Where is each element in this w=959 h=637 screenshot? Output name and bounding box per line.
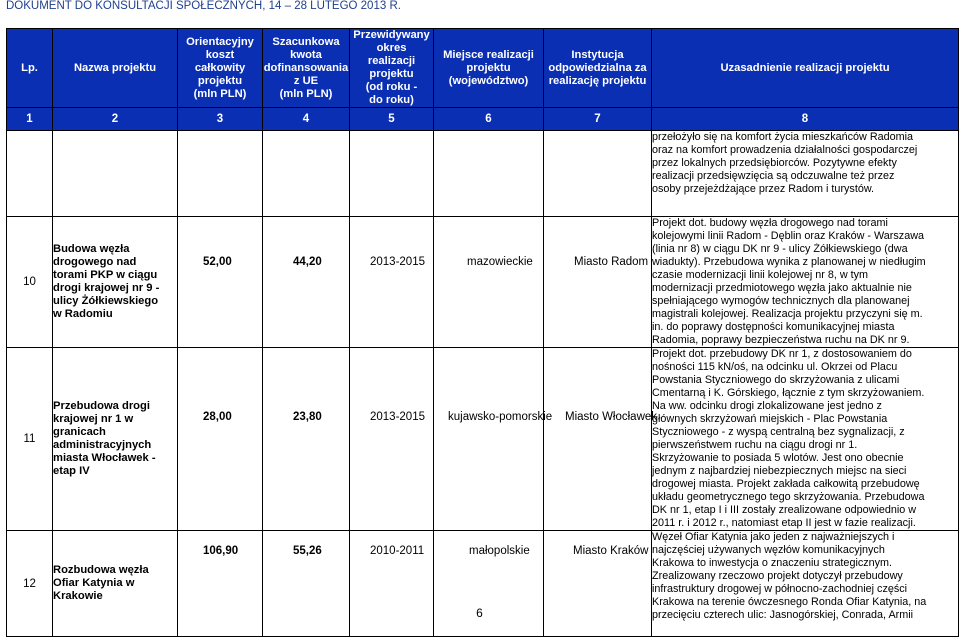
cost-value: 106,90 <box>203 545 239 557</box>
header-line: do roku) <box>369 94 414 106</box>
project-name <box>53 217 178 348</box>
header-cost <box>178 29 263 108</box>
justification-cell <box>652 131 959 217</box>
header-lp: Lp. <box>7 29 53 108</box>
column-number: 4 <box>263 108 350 131</box>
institution-value: Miasto Włocławek <box>565 411 658 423</box>
header-line: projektu <box>466 61 511 74</box>
text-line: spełniającego wymogów technicznych dla planowanej <box>652 295 910 307</box>
row-lp: 12 <box>7 531 53 637</box>
row-lp: 11 <box>7 348 53 531</box>
text-line: Skrzyżowanie to posiada 5 wlotów. Jest ono obecnie <box>652 452 904 464</box>
text-line: etap IV <box>53 465 90 477</box>
page-number: 6 <box>476 606 483 620</box>
table-row <box>7 348 959 531</box>
text-line: Cmentarną i K. Górskiego, łącznie z tym skrzyżowaniem. <box>652 387 925 399</box>
column-numbers-row <box>7 108 959 131</box>
project-name <box>53 348 178 531</box>
text-line: osoby przejeżdżające przez Radom i turystów. <box>652 183 875 195</box>
text-line: wiadukty). Przebudowa wynika z planowanej w niedługim <box>652 256 926 268</box>
justification-cell <box>652 531 959 637</box>
period-value: 2010-2011 <box>370 545 425 557</box>
voivodeship-value: mazowieckie <box>467 256 533 268</box>
row-lp: 10 <box>7 217 53 348</box>
text-line: kolejowymi linii Radom - Dęblin oraz Kraków - Warszawa <box>652 230 924 242</box>
voivodeship-value: małopolskie <box>469 545 530 557</box>
cost-value: 28,00 <box>203 411 232 423</box>
column-number: 1 <box>7 108 53 131</box>
header-line: Instytucja <box>571 48 624 61</box>
text-line: granicach <box>53 426 106 438</box>
text-line: Radomia, poprawy bezpieczeństwa ruchu na DK nr 9. <box>652 334 910 346</box>
text-line: Rozbudowa węzła <box>53 564 149 576</box>
header-name: Nazwa projektu <box>53 29 178 108</box>
text-line: przez lokalnych przedsiębiorców. Pozytywne efekty <box>652 157 897 169</box>
table-row <box>7 217 959 348</box>
header-funding <box>263 29 350 108</box>
header-line: projektu <box>369 68 414 80</box>
text-line: modernizacji przedmiotowego węzła jako aktualnie nie <box>652 282 912 294</box>
header-line: Przewidywany <box>353 29 430 41</box>
project-name <box>53 531 178 637</box>
header-period <box>350 29 434 108</box>
funding-value: 55,26 <box>293 545 322 557</box>
text-line: oraz na komfort prowadzenia działalności gospodarczej <box>652 144 918 156</box>
table-row-continuation <box>7 131 959 217</box>
header-line: koszt <box>205 48 235 61</box>
header-line: (od roku - <box>365 81 418 93</box>
text-line: in. do poprawy dostępności komunikacyjnej miasta <box>652 321 895 333</box>
text-line: Na ww. odcinku drogi zlokalizowane jest jedno z <box>652 400 882 412</box>
header-line: (mln PLN) <box>279 87 333 100</box>
text-line: drogowego nad <box>53 256 137 268</box>
text-line: nośności 115 kN/oś, na odcinku ul. Okrzei od Placu <box>652 361 898 373</box>
text-line: realizacji przedsięwzięcia są odczuwalne też przez <box>652 170 895 182</box>
header-line: Miejsce realizacji <box>443 48 534 61</box>
text-line: pierwszeństwem ruchu na ciągu drogi nr 1. <box>652 439 858 451</box>
table-header-row <box>7 29 959 108</box>
header-line: realizacji <box>367 55 416 67</box>
text-line: Zrealizowany rzeczowo projekt dotyczył przebudowy <box>652 570 903 582</box>
header-line: realizację projektu <box>548 74 647 87</box>
text-line: drogowej miasta. Projekt zakłada całkowitą przebudowę <box>652 478 920 490</box>
text-line: Projekt dot. przebudowy DK nr 1, z dostosowaniem do <box>652 348 912 360</box>
header-line: odpowiedzialna za <box>548 61 647 74</box>
text-line: DK nr 1, etap I i III zostały zrealizowane odpowiednio w <box>652 504 917 516</box>
document-banner: DOKUMENT DO KONSULTACJI SPOŁECZNYCH, 14 – 28 LUTEGO 2013 R. <box>6 0 401 12</box>
header-place <box>434 29 544 108</box>
header-line: z UE <box>293 74 319 87</box>
header-line: Orientacyjny <box>186 35 254 48</box>
header-line: Szacunkowa <box>272 35 340 48</box>
text-line: Projekt dot. budowy węzła drogowego nad torami <box>652 217 888 229</box>
voivodeship-value: kujawsko-pomorskie <box>448 411 553 423</box>
text-line: Węzeł Ofiar Katynia jako jeden z najważniejszych i <box>652 531 895 543</box>
column-number: 5 <box>350 108 434 131</box>
text-line: jednym z najbardziej niebezpiecznych miejsc na sieci <box>652 465 907 477</box>
column-number: 7 <box>544 108 652 131</box>
header-line: (mln PLN) <box>193 87 247 100</box>
institution-value: Miasto Kraków <box>573 545 649 557</box>
cost-value: 52,00 <box>203 256 232 268</box>
text-line: przełożyło się na komfort życia mieszkańców Radomia <box>652 131 914 143</box>
text-line: Przebudowa drogi <box>53 400 150 412</box>
institution-value: Miasto Radom <box>574 256 649 268</box>
text-line: czasie modernizacji linii kolejowej nr 8, w tym <box>652 269 869 281</box>
period-value: 2013-2015 <box>370 411 425 423</box>
text-line: (linia nr 8) w ciągu DK nr 9 - ulicy Żółkiewskiego (dwa <box>652 243 908 255</box>
header-line: projektu <box>197 74 243 87</box>
text-line: w Radomiu <box>53 308 113 320</box>
text-line: Krakowa na terenie ówczesnego Ronda Ofiar Katynia, na <box>652 596 927 608</box>
justification-cell <box>652 217 959 348</box>
text-line: torami PKP w ciągu <box>53 269 158 281</box>
text-line: głównych skrzyżowań miejskich - Plac Powstania <box>652 413 888 425</box>
header-line: okres <box>376 42 407 54</box>
text-line: Styczniowego - z wyspą centralną bez sygnalizacji, z <box>652 426 905 438</box>
text-line: Ofiar Katynia w <box>53 577 135 589</box>
column-number: 3 <box>178 108 263 131</box>
justification-cell <box>652 348 959 531</box>
column-number: 2 <box>53 108 178 131</box>
header-line: (województwo) <box>448 74 529 87</box>
text-line: krajowej nr 1 w <box>53 413 134 425</box>
text-line: Budowa węzła <box>53 243 130 255</box>
text-line: Powstania Styczniowego do skrzyżowania z ulicami <box>652 374 900 386</box>
header-line: kwota <box>290 48 322 61</box>
text-line: infrastruktury drogowej w północno-zachodniej części <box>652 583 908 595</box>
funding-value: 44,20 <box>293 256 322 268</box>
text-line: Krakowie <box>53 590 103 602</box>
column-number: 8 <box>652 108 959 131</box>
header-institution <box>544 29 652 108</box>
funding-value: 23,80 <box>293 411 322 423</box>
text-line: układu geometrycznego tego skrzyżowania. Przebudowa <box>652 491 925 503</box>
text-line: drogi krajowej nr 9 - <box>53 282 160 294</box>
text-line: ulicy Żółkiewskiego <box>53 295 159 307</box>
header-line: dofinansowania <box>263 61 349 74</box>
column-number: 6 <box>434 108 544 131</box>
text-line: najczęściej używanych węzłów komunikacyjnych <box>652 544 885 556</box>
text-line: miasta Włocławek - <box>53 452 156 464</box>
header-justification: Uzasadnienie realizacji projektu <box>652 29 959 108</box>
header-line: całkowity <box>194 61 246 74</box>
text-line: przecięciu czterech ulic: Jasnogórskiej, Conrada, Armii <box>652 609 914 621</box>
text-line: Krakowa to inwestycja o znaczeniu strategicznym. <box>652 557 893 569</box>
text-line: administracyjnych <box>53 439 152 451</box>
period-value: 2013-2015 <box>370 256 425 268</box>
text-line: 2011 r. i 2012 r., natomiast etap II jest w fazie realizacji. <box>652 517 916 529</box>
text-line: magistrali kolejowej. Realizacja projektu przyczyni się m. <box>652 308 923 320</box>
